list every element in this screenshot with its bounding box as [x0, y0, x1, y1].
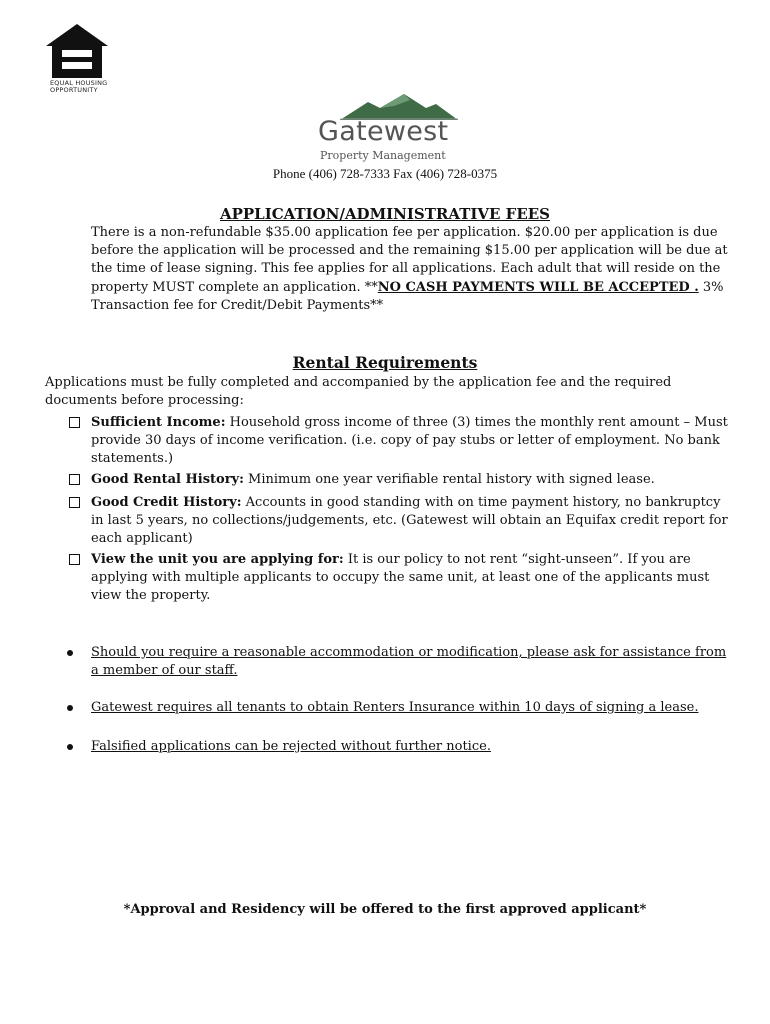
company-name: Gatewest — [318, 116, 449, 147]
requirement-title: Good Rental History: — [91, 472, 244, 487]
requirement-item — [91, 551, 731, 606]
note-item — [91, 738, 731, 756]
checkbox-icon — [69, 554, 80, 565]
fees-text-before: There is a non-refundable $35.00 application fee per application. $20.00 per application is due before the application will be processed and the remaining $15.00 per application will be due at the time of lease signing. This fee applies for all applications. Each adult that will reside on the property MUST complete an application. ** — [91, 225, 728, 295]
approval-footer: *Approval and Residency will be offered to the first approved applicant* — [123, 902, 647, 917]
bullet-icon — [67, 650, 73, 656]
requirement-item — [91, 494, 731, 549]
no-cash-notice: NO CASH PAYMENTS WILL BE ACCEPTED . — [377, 279, 699, 295]
contact-phone-fax: Phone (406) 728-7333 Fax (406) 728-0375 — [272, 166, 498, 181]
fees-paragraph — [91, 224, 731, 315]
fees-heading: APPLICATION/ADMINISTRATIVE FEES — [219, 205, 551, 223]
fees-text-after: 3% Transaction fee for Credit/Debit Payments** — [91, 279, 724, 313]
equal-housing-icon — [44, 22, 110, 80]
equal-housing-text: EQUAL HOUSING OPPORTUNITY — [50, 79, 108, 94]
company-logo — [310, 94, 470, 166]
requirement-text: Household gross income of three (3) times the monthly rent amount – Must provide 30 days of income verification. (i.e. copy of pay stubs or letter of employment. No bank statements.) — [91, 415, 728, 467]
requirement-title: View the unit you are applying for: — [91, 552, 344, 567]
requirement-title: Sufficient Income: — [91, 415, 226, 430]
equal-housing-logo — [44, 22, 112, 94]
requirement-item — [91, 471, 731, 489]
requirement-text: It is our policy to not rent “sight-unseen”. If you are applying with multiple applicants to occupy the same unit, at least one of the applicants must view the property. — [91, 552, 710, 604]
note-item — [91, 644, 731, 680]
requirement-text: Accounts in good standing with on time payment history, no bankruptcy in last 5 years, no collections/judgements, etc. (Gatewest will obtain an Equifax credit report for each applicant) — [91, 495, 728, 547]
rental-heading: Rental Requirements — [292, 353, 478, 372]
requirement-text: Minimum one year verifiable rental history with signed lease. — [243, 472, 655, 487]
checkbox-icon — [69, 497, 80, 508]
rental-intro: Applications must be fully completed and accompanied by the application fee and the required documents before processing: — [45, 375, 672, 409]
note-text: Should you require a reasonable accommodation or modification, please ask for assistance from a member of our staff. — [91, 645, 727, 679]
bullet-icon — [67, 705, 73, 711]
checkbox-icon — [69, 474, 80, 485]
note-text: Gatewest requires all tenants to obtain Renters Insurance within 10 days of signing a lease. — [91, 700, 699, 715]
requirement-title: Good Credit History: — [91, 495, 242, 510]
note-item — [91, 699, 731, 717]
company-subtitle: Property Management — [320, 149, 446, 162]
requirement-item — [91, 414, 731, 469]
bullet-icon — [67, 744, 73, 750]
note-text: Falsified applications can be rejected without further notice. — [91, 739, 491, 754]
checkbox-icon — [69, 417, 80, 428]
